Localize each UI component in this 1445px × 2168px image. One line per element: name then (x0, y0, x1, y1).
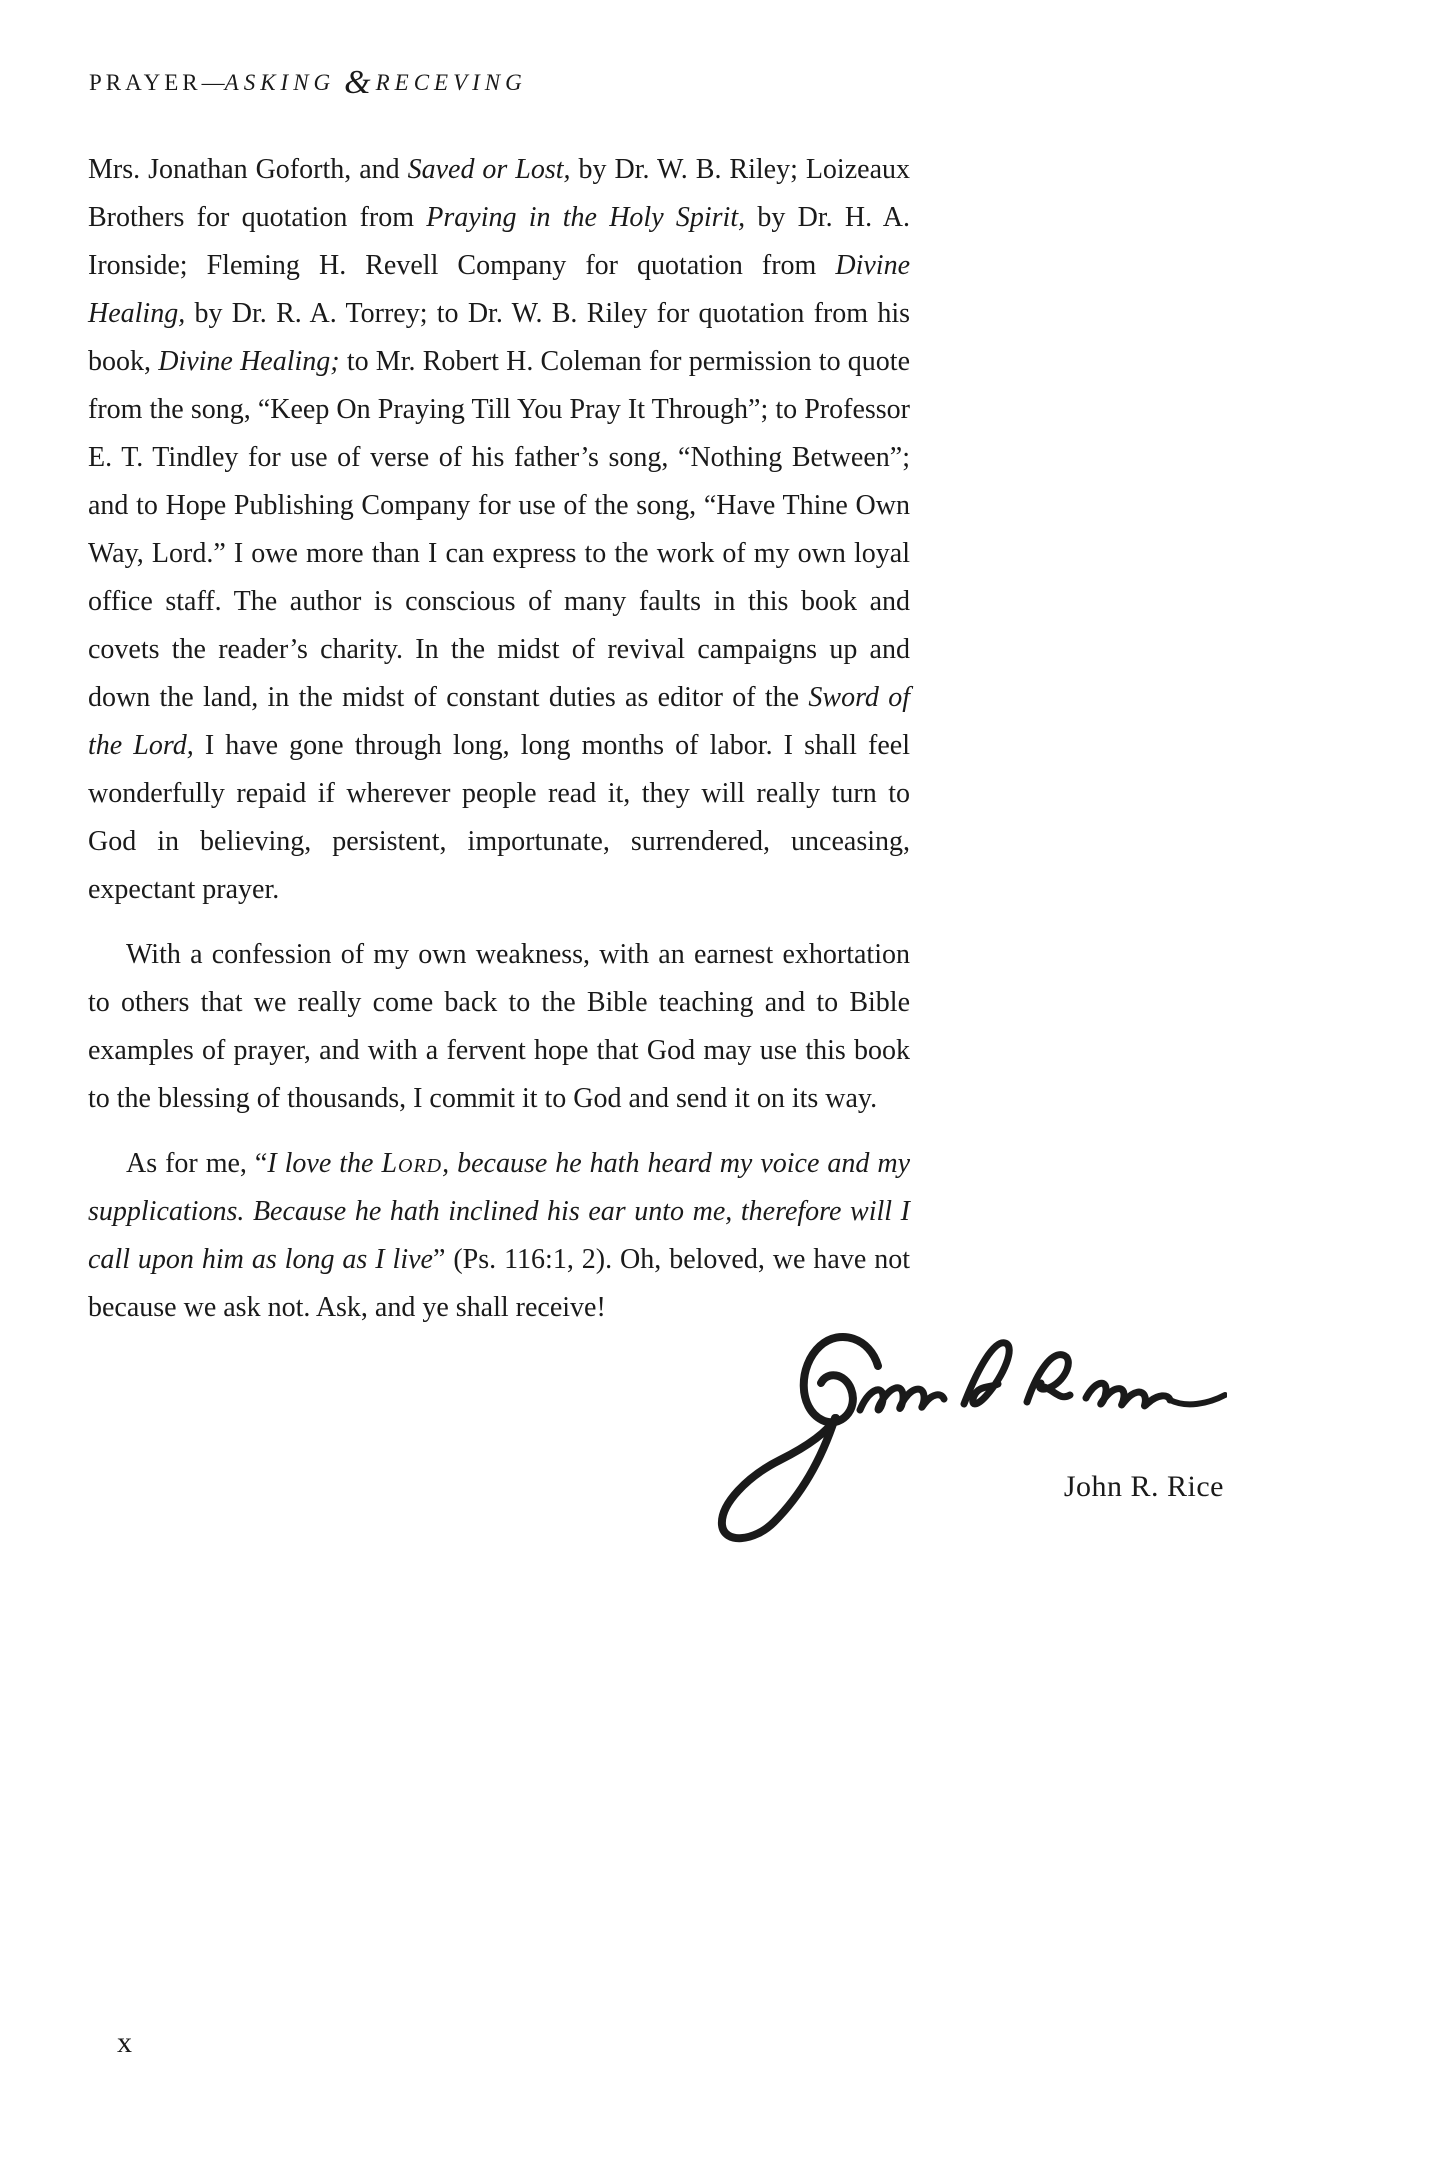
text-segment-roman: by Dr. R. A. Torrey; to Dr. W. B. Riley for quotation from his book, (88, 298, 910, 377)
paragraph (88, 1140, 910, 1332)
text-segment-roman: As for me, “ (126, 1148, 268, 1179)
paragraph (88, 931, 910, 1123)
text-segment-italic: Divine Healing, (88, 250, 910, 329)
paragraphs-container (88, 146, 910, 1332)
text-segment-roman: I have gone through long, long months of labor. I shall feel wonderfully repaid if wherever people read it, they will really turn to God in believing, persistent, importunate, surrendered, unceasing, expectant prayer. (88, 730, 911, 905)
running-head-subtitle-word1: ASKING (224, 70, 336, 95)
text-segment-italic: Praying in the Holy Spirit, (426, 202, 746, 233)
signature-block (88, 1324, 1228, 1562)
running-head (89, 64, 527, 102)
signature-handwriting-icon (682, 1326, 1227, 1556)
text-segment-roman: by Dr. H. A. Ironside; Fleming H. Revell Company for quotation from (88, 202, 910, 281)
text-segment-italic: , because he hath heard my voice and my supplications. Because he hath inclined his ear unto me, therefore will I call upon him as long as I live (88, 1148, 911, 1275)
text-segment-italic: Saved or Lost, (407, 154, 571, 185)
running-head-title: PRAYER (89, 70, 202, 95)
text-segment-roman: With a confession of my own weakness, with an earnest exhortation to others that we really come back to the Bible teaching and to Bible examples of prayer, and with a fervent hope that God may use this book to the blessing of thousands, I commit it to God and send it on its way. (88, 939, 910, 1114)
running-head-subtitle-word2: RECEVING (375, 70, 527, 95)
ampersand-glyph: & (344, 64, 372, 101)
paragraph (88, 146, 910, 914)
text-segment-roman: to Mr. Robert H. Coleman for permission to quote from the song, “Keep On Praying Till You Pray It Through”; to Professor E. T. Tindley for use of verse of his father’s song, “Nothing Between”; and to Hope Publishing Company for use of the song, “Have Thine Own Way, Lord.” I owe more than I can express to the work of my own loyal office staff. The author is conscious of many faults in this book and covets the reader’s charity. In the midst of revival campaigns up and down the land, in the midst of constant duties as editor of the (88, 346, 911, 713)
author-typed-name: John R. Rice (1063, 1470, 1224, 1503)
text-segment-roman: Mrs. Jonathan Goforth, and (88, 154, 408, 185)
running-head-dash: — (201, 70, 225, 95)
text-segment-italic-smallcaps: Lord (381, 1148, 443, 1179)
text-segment-italic: I love the (267, 1148, 382, 1179)
text-segment-roman: ” (Ps. 116:1, 2). Oh, beloved, we have not because we ask not. Ask, and ye shall receive! (88, 1244, 911, 1323)
text-segment-italic: Divine Healing; (158, 346, 340, 377)
text-segment-roman: by Dr. W. B. Riley; Loizeaux Brothers for quotation from (88, 154, 910, 233)
body-text (88, 146, 1224, 1562)
page-number: x (117, 2026, 132, 2059)
text-segment-italic: Sword of the Lord, (88, 682, 910, 761)
